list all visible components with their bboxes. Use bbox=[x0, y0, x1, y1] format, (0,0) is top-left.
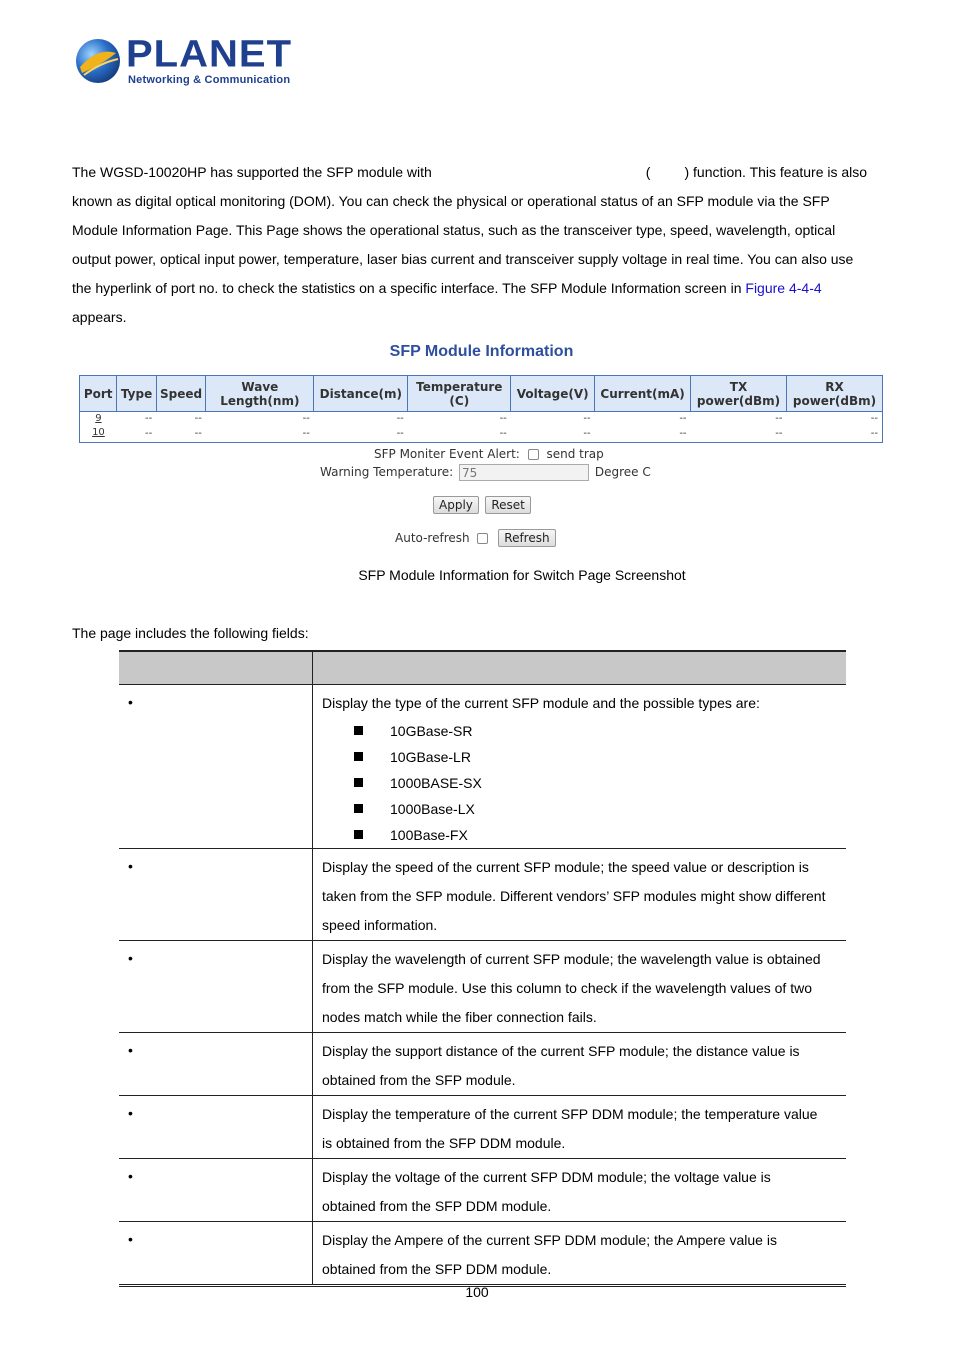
table-row bbox=[119, 1222, 846, 1286]
cell-voltage: -- bbox=[583, 428, 591, 439]
figure-caption: SFP Module Information for Switch Page Screenshot bbox=[358, 567, 686, 583]
wavelength-description: Display the wavelength of current SFP module; the wavelength value is obtained from the SFP module. Use this column to check if the wavelength values of two nodes match while the fiber connection fails. bbox=[322, 951, 821, 1025]
col-voltage: Voltage(V) bbox=[511, 376, 595, 412]
alert-label: SFP Moniter Event Alert: bbox=[374, 447, 520, 461]
cell-distance: -- bbox=[396, 428, 404, 439]
voltage-description: Display the voltage of the current SFP DDM module; the voltage value is obtained from the SFP DDM module. bbox=[322, 1169, 771, 1214]
auto-refresh-checkbox[interactable] bbox=[477, 533, 488, 544]
cell-temp: -- bbox=[499, 428, 507, 439]
cell-distance: -- bbox=[396, 413, 404, 424]
bullet: • bbox=[128, 1168, 133, 1184]
col-wave-length: Wave Length(nm) bbox=[206, 376, 314, 412]
cell-rx: -- bbox=[870, 428, 878, 439]
bullet: • bbox=[128, 858, 133, 874]
cell-type: -- bbox=[145, 428, 153, 439]
planet-logo-globe bbox=[74, 37, 122, 85]
fields-header-object bbox=[119, 651, 313, 685]
col-rx-power: RX power(dBm) bbox=[786, 376, 882, 412]
col-port: Port bbox=[80, 376, 117, 412]
cell-speed: -- bbox=[194, 413, 202, 424]
fields-table bbox=[119, 650, 846, 1287]
table-row bbox=[80, 426, 883, 443]
col-current: Current(mA) bbox=[595, 376, 691, 412]
square-bullet-icon bbox=[354, 830, 363, 839]
intro-line-5: the hyperlink of port no. to check the statistics on a specific interface. The SFP Module Information screen in bbox=[72, 280, 742, 296]
apply-button[interactable]: Apply bbox=[433, 496, 479, 514]
table-row bbox=[119, 1033, 846, 1096]
table-row bbox=[119, 849, 846, 941]
intro-line-1: The WGSD-10020HP has supported the SFP module with bbox=[72, 164, 432, 180]
cell-type: -- bbox=[145, 413, 153, 424]
cell-current: -- bbox=[679, 428, 687, 439]
planet-logo-wordmark: PLANET bbox=[126, 33, 292, 75]
table-row bbox=[80, 412, 883, 427]
bullet: • bbox=[128, 950, 133, 966]
fields-intro: The page includes the following fields: bbox=[72, 625, 309, 641]
type-description: Display the type of the current SFP module and the possible types are: bbox=[322, 695, 760, 711]
ampere-description: Display the Ampere of the current SFP DDM module; the Ampere value is obtained from the SFP DDM module. bbox=[322, 1232, 777, 1277]
speed-description: Display the speed of the current SFP module; the speed value or description is taken from the SFP module. Different vendors’ SFP modules might show different speed information. bbox=[322, 859, 826, 933]
cell-tx: -- bbox=[775, 413, 783, 424]
alert-row bbox=[374, 447, 604, 461]
intro-line-2: known as digital optical monitoring (DOM). You can check the physical or operational status of an SFP module via the SFP bbox=[72, 193, 830, 209]
intro-line-1-end: ) function. This feature is also bbox=[684, 164, 868, 180]
cell-rx: -- bbox=[870, 413, 878, 424]
port-link-9[interactable]: 9 bbox=[95, 413, 102, 424]
intro-line-4: output power, optical input power, temperature, laser bias current and transceiver supply voltage in real time. You can also use bbox=[72, 251, 854, 267]
sfp-module-table bbox=[79, 375, 883, 443]
cell-speed: -- bbox=[194, 428, 202, 439]
col-distance: Distance(m) bbox=[314, 376, 408, 412]
list-item: 100Base-FX bbox=[354, 822, 846, 848]
square-bullet-icon bbox=[354, 726, 363, 735]
send-trap-label: send trap bbox=[546, 447, 604, 461]
intro-paragraph bbox=[72, 158, 892, 332]
planet-logo-tagline: Networking & Communication bbox=[128, 74, 291, 86]
apply-reset-row bbox=[433, 496, 531, 514]
cell-current: -- bbox=[679, 413, 687, 424]
list-item: 10GBase-SR bbox=[354, 718, 846, 744]
cell-wave: -- bbox=[302, 413, 310, 424]
square-bullet-icon bbox=[354, 752, 363, 761]
col-tx-power: TX power(dBm) bbox=[691, 376, 787, 412]
distance-description: Display the support distance of the current SFP module; the distance value is obtained from the SFP module. bbox=[322, 1043, 800, 1088]
fields-header-description bbox=[313, 651, 847, 685]
table-row bbox=[119, 941, 846, 1033]
warning-temp-input[interactable] bbox=[459, 464, 589, 481]
bullet: • bbox=[128, 694, 133, 710]
cell-voltage: -- bbox=[583, 413, 591, 424]
cell-temp: -- bbox=[499, 413, 507, 424]
port-link-10[interactable]: 10 bbox=[92, 427, 105, 438]
refresh-row bbox=[395, 529, 556, 547]
square-bullet-icon bbox=[354, 804, 363, 813]
warning-row bbox=[320, 464, 651, 481]
list-item: 10GBase-LR bbox=[354, 744, 846, 770]
warning-temp-label: Warning Temperature: bbox=[320, 465, 454, 479]
send-trap-checkbox[interactable] bbox=[528, 449, 539, 460]
col-type: Type bbox=[117, 376, 156, 412]
intro-line-1-paren: ( bbox=[645, 164, 651, 180]
degree-label: Degree C bbox=[594, 465, 651, 479]
list-item: 1000Base-LX bbox=[354, 796, 846, 822]
col-speed: Speed bbox=[156, 376, 206, 412]
auto-refresh-label: Auto-refresh bbox=[395, 531, 470, 545]
temperature-description: Display the temperature of the current SFP DDM module; the temperature value is obtained from the SFP DDM module. bbox=[322, 1106, 818, 1151]
cell-wave: -- bbox=[302, 428, 310, 439]
table-row bbox=[119, 1096, 846, 1159]
figure-link[interactable]: Figure 4-4-4 bbox=[745, 280, 822, 296]
intro-line-6: appears. bbox=[72, 309, 127, 325]
bullet: • bbox=[128, 1105, 133, 1121]
square-bullet-icon bbox=[354, 778, 363, 787]
list-item: 1000BASE-SX bbox=[354, 770, 846, 796]
intro-line-3: Module Information Page. This Page shows the operational status, such as the transceiver type, speed, wavelength, optical bbox=[72, 222, 836, 238]
reset-button[interactable]: Reset bbox=[485, 496, 531, 514]
sfp-ui-title: SFP Module Information bbox=[389, 343, 574, 360]
type-list bbox=[313, 718, 846, 848]
cell-tx: -- bbox=[775, 428, 783, 439]
col-temperature: Temperature (C) bbox=[408, 376, 511, 412]
table-row bbox=[119, 1159, 846, 1222]
refresh-button[interactable]: Refresh bbox=[498, 529, 555, 547]
bullet: • bbox=[128, 1231, 133, 1247]
page-number: 100 bbox=[465, 1284, 489, 1300]
bullet: • bbox=[128, 1042, 133, 1058]
table-row bbox=[119, 685, 846, 849]
